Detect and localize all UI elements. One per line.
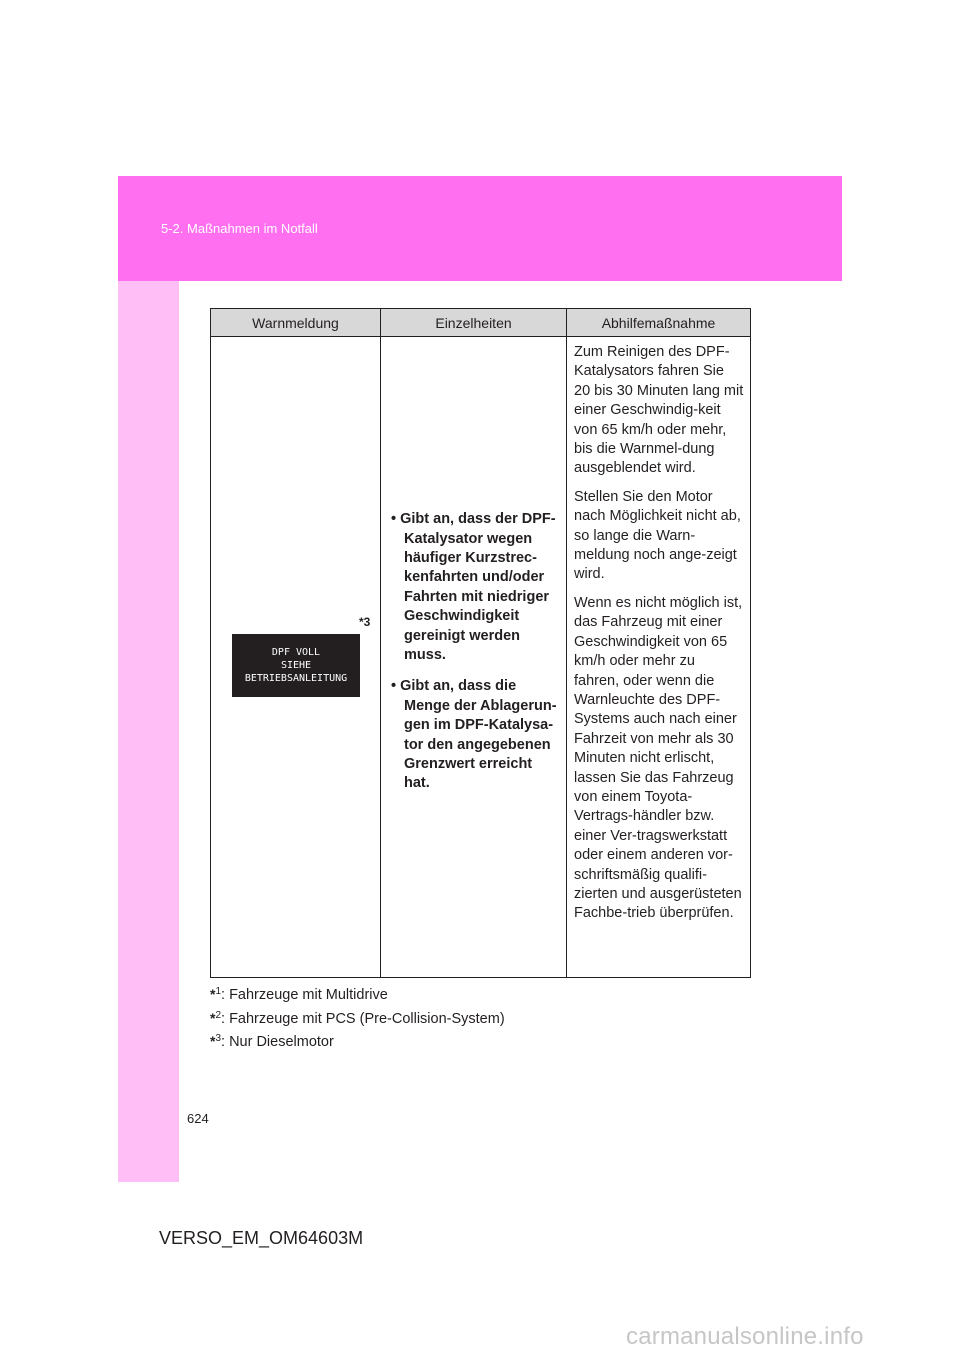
footnote: *$^2$: Fahrzeuge mit PCS (Pre-Collision-System) [210, 1009, 505, 1027]
display-line: BETRIEBSANLEITUNG [244, 673, 348, 684]
display-line: SIEHE [280, 660, 312, 671]
warning-table [210, 308, 751, 978]
remedy-cell [567, 337, 751, 978]
header-abhilfemassnahme: Abhilfemaßnahme [567, 309, 751, 337]
detail-item: • Gibt an, dass der DPF-Katalysator wegen häufiger Kurzstrec-kenfahrten und/oder Fahrten mit niedriger Geschwindigkeit gereinigt werden muss. [391, 511, 556, 663]
display-line: DPF VOLL [271, 647, 321, 658]
page-number: 624 [187, 1111, 209, 1126]
document-code: VERSO_EM_OM64603M [159, 1228, 364, 1248]
table-header-row [211, 309, 751, 337]
remedy-paragraph: Wenn es nicht möglich ist, das Fahrzeug mit einer Geschwindigkeit von 65 km/h oder mehr zu fahren, oder wenn die Warnleuchte des DPF-Systems auch nach einer Fahrzeit von mehr als 30 Minuten nicht erlischt, lassen Sie das Fahrzeug von einem Toyota-Vertrags-händler bzw. einer Ver-tragswerkstatt oder einem anderen vor-schriftsmäßig qualifi-zierten und ausgerüsteten Fachbe-trieb überprüfen. [574, 594, 743, 922]
warning-cell [211, 337, 381, 978]
watermark: carmanualsonline.info [626, 1323, 864, 1350]
remedy-paragraph: Zum Reinigen des DPF-Katalysators fahren Sie 20 bis 30 Minuten lang mit einer Geschwindig-keit von 65 km/h oder mehr, bis die Warnmel-dung ausgeblendet wird. [574, 344, 744, 477]
table-row [211, 337, 751, 978]
footnotes [210, 982, 505, 1053]
footnote: *$^1$: Fahrzeuge mit Multidrive [210, 986, 388, 1003]
footnote-reference: *3 [359, 615, 371, 629]
details-cell [381, 337, 567, 978]
header-einzelheiten: Einzelheiten [381, 309, 567, 337]
section-title: 5-2. Maßnahmen im Notfall [161, 221, 318, 236]
footnote: *$^3$: Nur Dieselmotor [210, 1033, 334, 1051]
detail-item: • Gibt an, dass die Menge der Ablagerun-gen im DPF-Katalysa-tor den angegebenen Grenzwert erreicht hat. [391, 678, 557, 792]
header-warnmeldung: Warnmeldung [211, 309, 381, 337]
dpf-warning-display [232, 634, 360, 697]
remedy-paragraph: Stellen Sie den Motor nach Möglichkeit nicht ab, so lange die Warn-meldung noch ange-zeigt wird. [574, 488, 741, 583]
side-band [118, 281, 179, 1182]
